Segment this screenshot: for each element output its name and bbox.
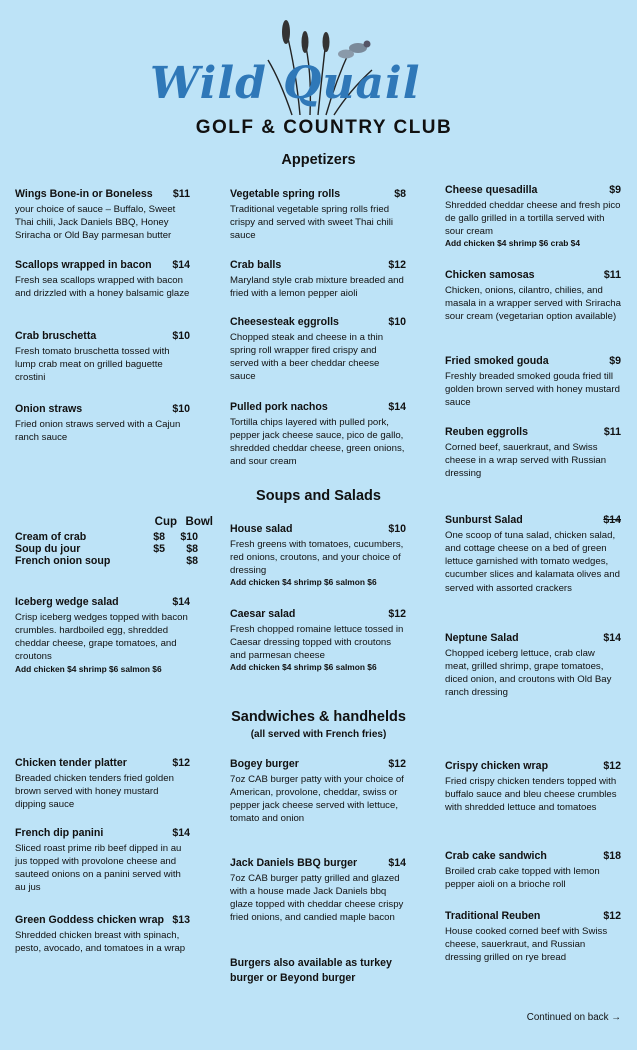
menu-item: Sunburst Salad $14 One scoop of tuna salad, chicken salad, and cottage cheese on a bed of green lettuce garnished with tomato wedges, cucumber slices and kalamata olives and served with assorted crackers xyxy=(445,514,621,594)
club-subtitle: GOLF & COUNTRY CLUB xyxy=(195,117,453,138)
section-title-appetizers: Appetizers xyxy=(281,152,356,168)
menu-item: Crab balls $12 Maryland style crab mixture breaded and fried with a lemon pepper aioli xyxy=(230,259,406,299)
menu-item: Crispy chicken wrap $12 Fried crispy chicken tenders topped with buffalo sauce and bleu cheese crumbles with shredded lettuce and tomatoes xyxy=(445,760,621,814)
menu-item: Jack Daniels BBQ burger $14 7oz CAB burger patty grilled and glazed with a house made Jack Daniels bbq glaze topped with cheddar cheese crispy fried onions, and candied maple bacon xyxy=(230,857,406,924)
menu-item: Cheesesteak eggrolls $10 Chopped steak and cheese in a thin spring roll wrapper fired crispy and served with a beer cheddar cheese sauce xyxy=(230,316,406,383)
menu-item: Caesar salad $12 Fresh chopped romaine lettuce tossed in Caesar dressing topped with croutons and parmesan cheese Add chicken $4 shrimp $6 salmon $6 xyxy=(230,608,406,673)
menu-item: Iceberg wedge salad $14 Crisp iceberg wedges topped with bacon crumbles. hardboiled egg, shredded cheddar cheese, grape tomatoes, and croutons Add chicken $4 shrimp $6 salmon $6 xyxy=(15,596,190,674)
continued-on-back: Continued on back → xyxy=(526,1012,621,1023)
sandwiches-note: (all served with French fries) xyxy=(250,729,387,740)
menu-item: House salad $10 Fresh greens with tomatoes, cucumbers, red onions, croutons, and your choice of dressing Add chicken $4 shrimp $6 salmon $6 xyxy=(230,523,406,588)
menu-item: French dip panini $14 Sliced roast prime rib beef dipped in au jus topped with provolone cheese and sauteed onions on a panini served with au jus xyxy=(15,827,190,894)
menu-item: Green Goddess chicken wrap $13 Shredded chicken breast with spinach, pesto, avocado, and tomatoes in a wrap xyxy=(15,914,190,954)
club-logo xyxy=(0,0,637,145)
menu-item: Traditional Reuben $12 House cooked corned beef with Swiss cheese, sauerkraut, and Russian dressing grilled on rye bread xyxy=(445,910,621,964)
burger-note: Burgers also available as turkey burger or Beyond burger xyxy=(230,957,392,984)
club-name: Wild Quail xyxy=(150,58,421,109)
menu-item: Chicken samosas $11 Chicken, onions, cilantro, chilies, and masala in a wrapper served with Sriracha sour cream (vegetarian option available) xyxy=(445,269,621,323)
menu-item: Vegetable spring rolls $8 Traditional vegetable spring rolls fried crispy and served with sweet Thai chili sauce xyxy=(230,188,406,242)
section-title-sandwiches: Sandwiches & handhelds xyxy=(231,709,406,725)
menu-item: Onion straws $10 Fried onion straws served with a Cajun ranch sauce xyxy=(15,403,190,443)
menu-item: Crab bruschetta $10 Fresh tomato bruschetta tossed with lump crab meat on grilled baguette crostini xyxy=(15,330,190,384)
menu-item: Neptune Salad $14 Chopped iceberg lettuce, crab claw meat, grilled shrimp, grape tomatoes, diced onion, and croutons with Old Bay ranch dressing xyxy=(445,632,621,699)
menu-item: Cheese quesadilla $9 Shredded cheddar cheese and fresh pico de gallo grilled in a tortilla served with sour cream Add chicken $4 shrimp $6 crab $4 xyxy=(445,184,621,249)
menu-item: Fried smoked gouda $9 Freshly breaded smoked gouda fried till golden brown served with honey mustard sauce xyxy=(445,355,621,409)
menu-item: Bogey burger $12 7oz CAB burger patty with your choice of American, provolone, cheddar, swiss or pepper jack cheese served with lettuce, tomato and onion xyxy=(230,758,406,825)
menu-item: Chicken tender platter $12 Breaded chicken tenders fried golden brown served with honey mustard dipping sauce xyxy=(15,757,190,811)
menu-item: Wings Bone-in or Boneless $11 your choice of sauce – Buffalo, Sweet Thai chili, Jack Daniels BBQ, Honey Sriracha or Old Bay parmesan butter xyxy=(15,188,190,242)
soup-table: Cup Bowl Cream of crab $8 $10 Soup du jour $5 $8 French onion soup $8 xyxy=(15,516,213,567)
menu-item: Scallops wrapped in bacon $14 Fresh sea scallops wrapped with bacon and drizzled with a honey balsamic glaze xyxy=(15,259,190,299)
menu-item: Pulled pork nachos $14 Tortilla chips layered with pulled pork, pepper jack cheese sauce, pico de gallo, shredded cheddar cheese, green onions, and sour cream xyxy=(230,401,406,468)
menu-item: Reuben eggrolls $11 Corned beef, sauerkraut, and Swiss cheese in a wrap served with Russian dressing xyxy=(445,426,621,480)
menu-item: Crab cake sandwich $18 Broiled crab cake topped with lemon pepper aioli on a brioche roll xyxy=(445,850,621,890)
section-title-soups: Soups and Salads xyxy=(256,488,381,504)
